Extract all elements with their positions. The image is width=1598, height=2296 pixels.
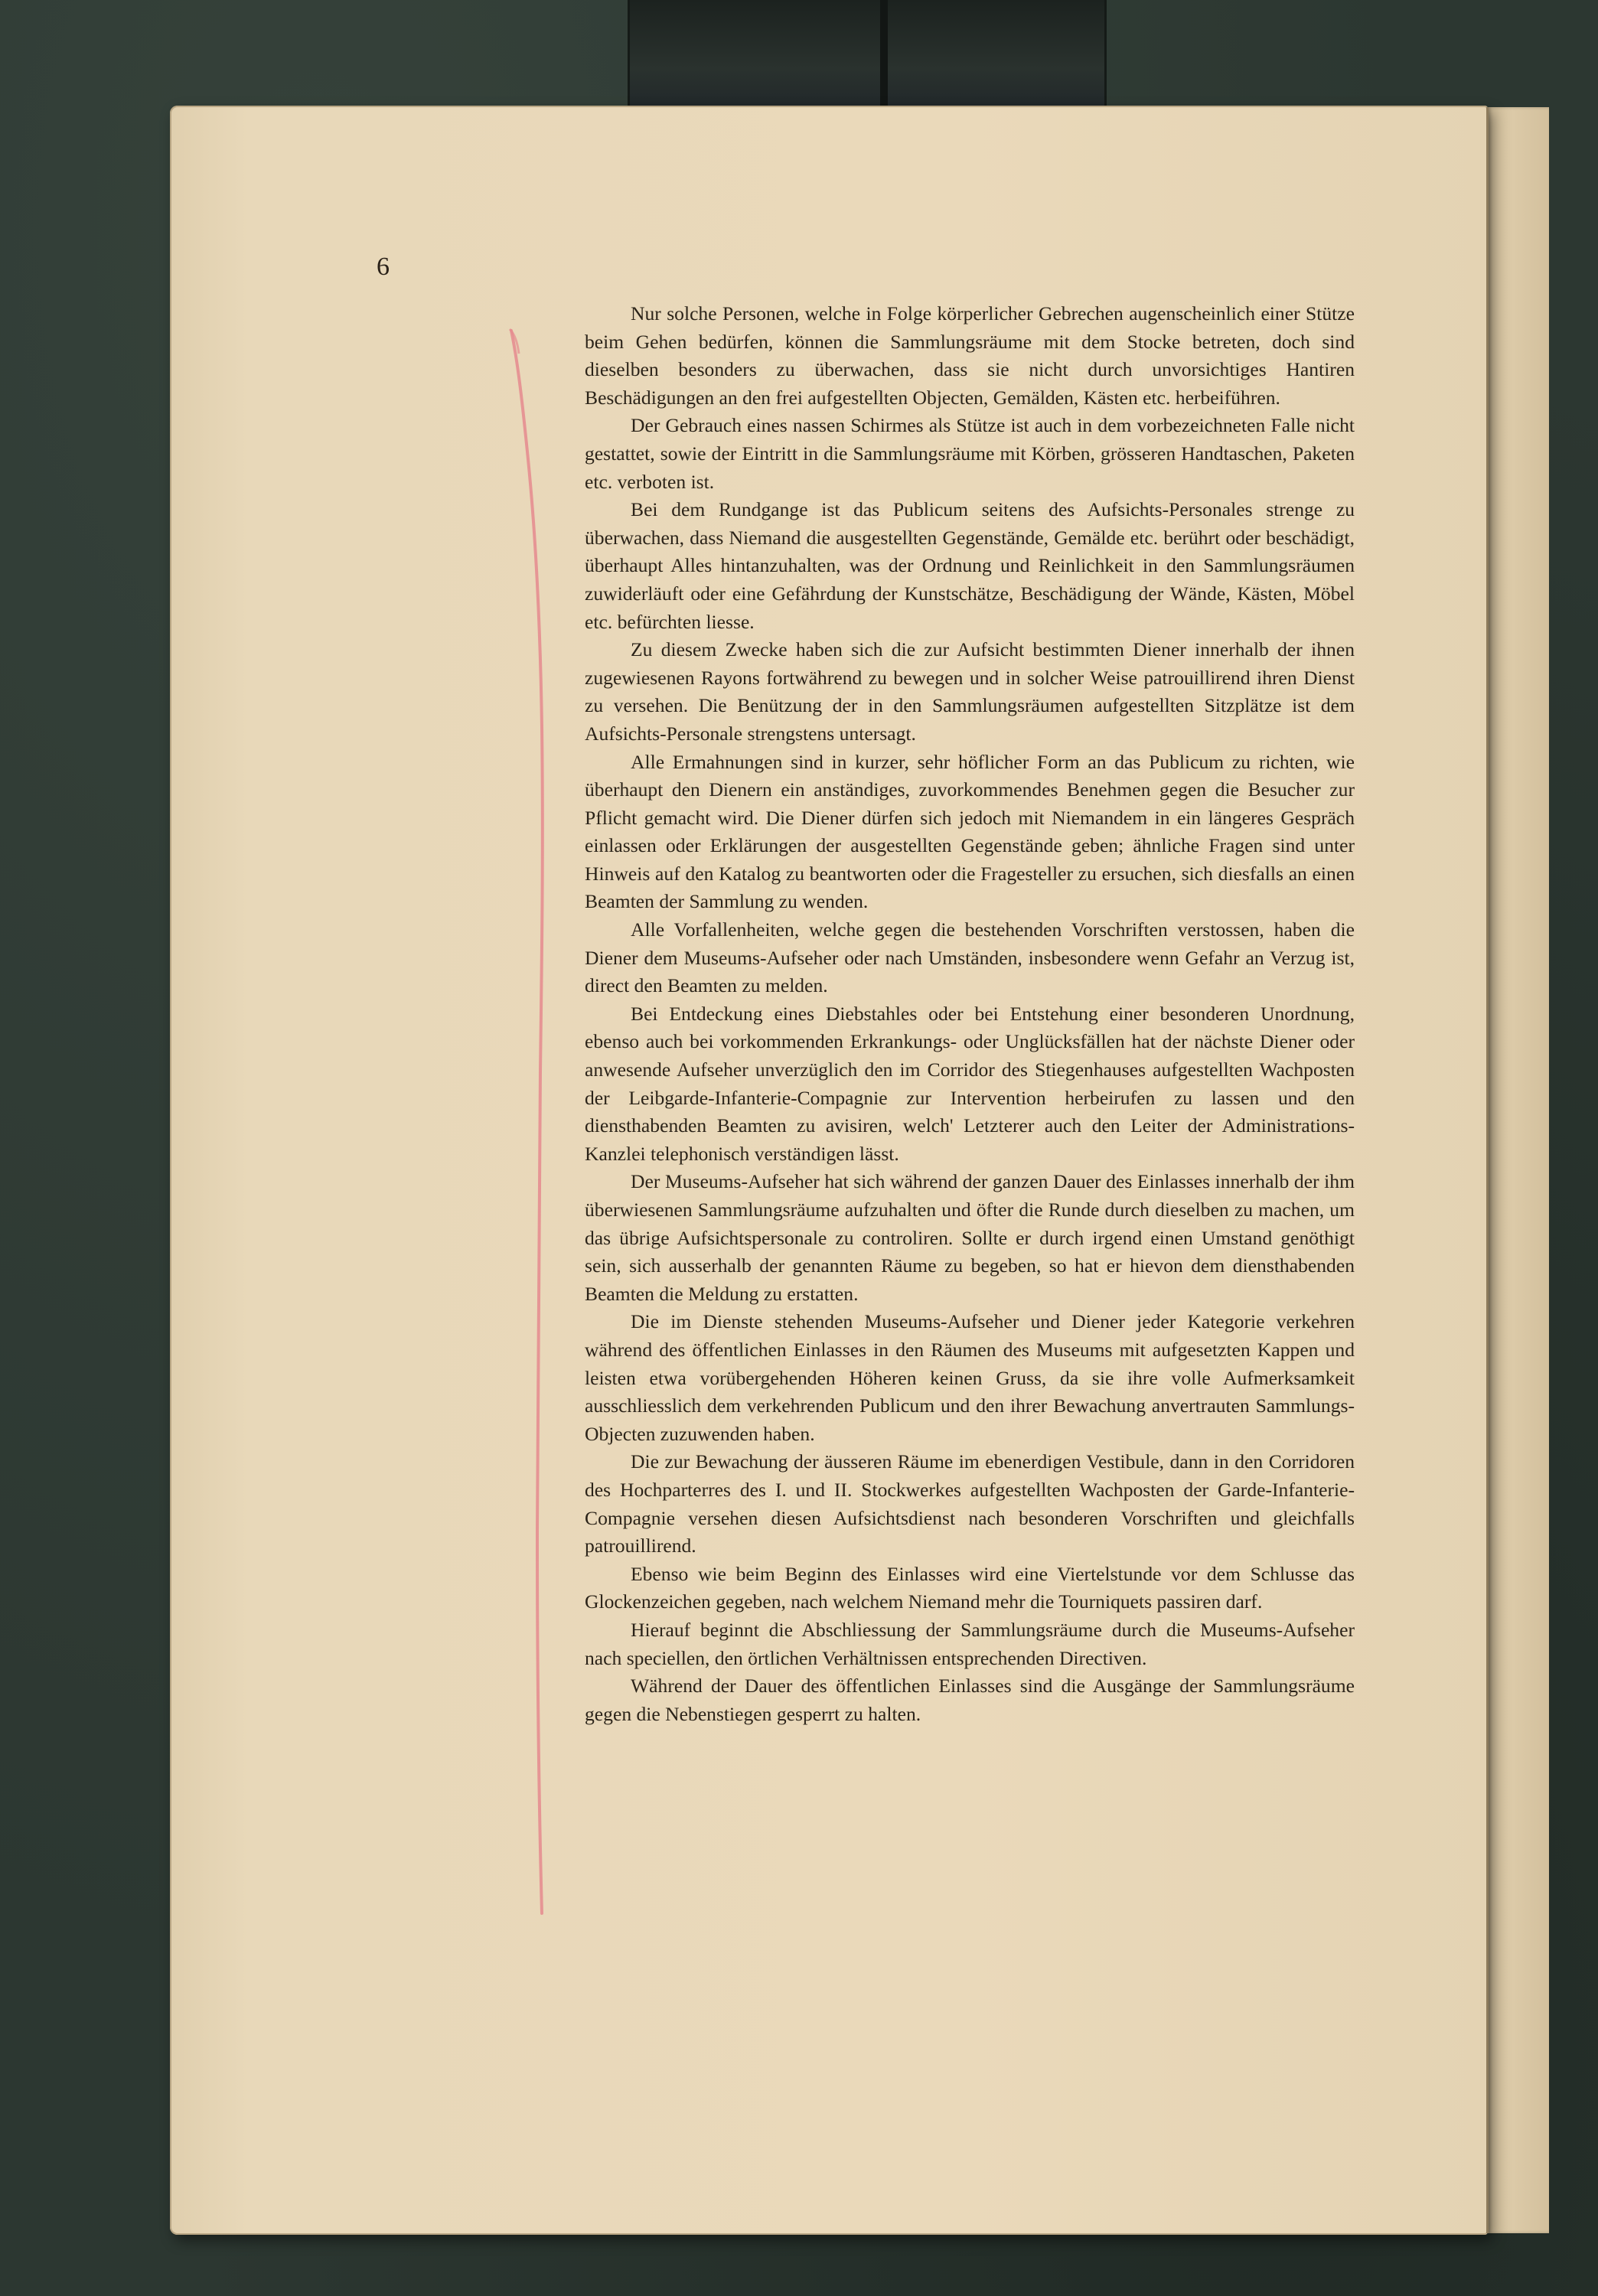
- paragraph: Die zur Bewachung der äusseren Räume im ebenerdigen Vestibule, dann in den Corridoren des Hochparterres des I. und II. Stockwerkes aufgestellten Wachposten der Garde-Infanterie-Compagnie versehen diesen Aufsichtsdienst nach besonderen Vorschriften und gleichfalls patrouillirend.: [585, 1450, 1355, 1557]
- paragraph: Alle Vorfallenheiten, welche gegen die bestehenden Vorschriften verstossen, haben die Diener dem Museums-Aufseher oder nach Umständen, insbesondere wenn Gefahr an Verzug ist, direct den Beamten zu melden.: [585, 918, 1355, 997]
- paragraph: Die im Dienste stehenden Museums-Aufseher und Diener jeder Kategorie verkehren während des öffentlichen Einlasses in den Räumen des Museums mit aufgesetzten Kappen und leisten etwa vorübergehenden Höheren keinen Gruss, da sie ihre volle Aufmerksamkeit ausschliesslich dem verkehrenden Publicum und den ihrer Bewachung anvertrauten Sammlungs-Objecten zuzuwenden haben.: [585, 1310, 1355, 1445]
- paragraph: Hierauf beginnt die Abschliessung der Sammlungsräume durch die Museums-Aufseher nach speciellen, den örtlichen Verhältnissen entsprechenden Directiven.: [585, 1618, 1355, 1669]
- paragraph: Zu diesem Zwecke haben sich die zur Aufsicht bestimmten Diener innerhalb der ihnen zugewiesenen Rayons fortwährend zu bewegen und in solcher Weise patrouillirend ihren Dienst zu versehen. Die Benützung der in den Sammlungsräumen aufgestellten Sitzplätze ist dem Aufsichts-Personale strengstens untersagt.: [585, 638, 1355, 745]
- paragraph: Bei dem Rundgange ist das Publicum seitens des Aufsichts-Personales strenge zu überwachen, dass Niemand die ausgestellten Gegenstände, Gemälde etc. berührt oder beschädigt, überhaupt Alles hintanzuhalten, was der Ordnung und Reinlichkeit in den Sammlungsräumen zuwiderläuft oder eine Gefährdung der Kunstschätze, Beschädigung der Wände, Kästen, Möbel etc. befürchten liesse.: [585, 498, 1355, 633]
- paragraph: Alle Ermahnungen sind in kurzer, sehr höflicher Form an das Publicum zu richten, wie überhaupt den Dienern ein anständiges, zuvorkommendes Benehmen gegen die Besucher zur Pflicht gemacht wird. Die Diener dürfen sich jedoch mit Niemandem in ein längeres Gespräch einlassen oder Erklärungen der ausgestellten Gegenstände geben; ähnliche Fragen sind unter Hinweis auf den Katalog zu beantworten oder die Fragesteller zu ersuchen, sich diesfalls an einen Beamten der Sammlung zu wenden.: [585, 750, 1355, 913]
- paragraph: Nur solche Personen, welche in Folge körperlicher Gebrechen augenscheinlich einer Stütze beim Gehen bedürfen, können die Sammlungsräume mit dem Stocke betreten, doch sind dieselben besonders zu überwachen, dass sie nicht durch unvorsichtiges Hantiren Beschädigungen an den frei aufgestellten Objecten, Gemälden, Kästen etc. herbeiführen.: [585, 302, 1355, 409]
- paragraph: Während der Dauer des öffentlichen Einlasses sind die Ausgänge der Sammlungsräume gegen die Nebenstiegen gesperrt zu halten.: [585, 1675, 1355, 1725]
- document-body: [585, 300, 1355, 1728]
- page-number: 6: [377, 253, 390, 281]
- paragraph: Der Gebrauch eines nassen Schirmes als Stütze ist auch in dem vorbezeichneten Falle nicht gestattet, sowie der Eintritt in die Sammlungsräume mit Körben, grösseren Handtaschen, Paketen etc. verboten ist.: [585, 414, 1355, 493]
- paragraph: Ebenso wie beim Beginn des Einlasses wird eine Viertelstunde vor dem Schlusse das Glockenzeichen gegeben, nach welchem Niemand mehr die Tourniquets passiren darf.: [585, 1562, 1355, 1613]
- paragraph: Der Museums-Aufseher hat sich während der ganzen Dauer des Einlasses innerhalb der ihm überwiesenen Sammlungsräume aufzuhalten und öfter die Runde durch dieselben zu machen, um das übrige Aufsichtspersonale zu controliren. Sollte er durch irgend einen Umstand genöthigt sein, sich ausserhalb der genannten Räume zu begeben, so hat er hievon dem diensthabenden Beamten die Meldung zu erstatten.: [585, 1170, 1355, 1305]
- paragraph: Bei Entdeckung eines Diebstahles oder bei Entstehung einer besonderen Unordnung, ebenso auch bei vorkommenden Erkrankungs- oder Unglücksfällen hat der nächste Diener oder anwesende Aufseher unverzüglich den im Corridor des Stiegenhauses aufgestellten Wachposten der Leibgarde-Infanterie-Compagnie zur Intervention herbeirufen zu lassen und den diensthabenden Beamten zu avisiren, welch' Letzterer auch den Leiter der Administrations-Kanzlei telephonisch verständigen lässt.: [585, 1002, 1355, 1165]
